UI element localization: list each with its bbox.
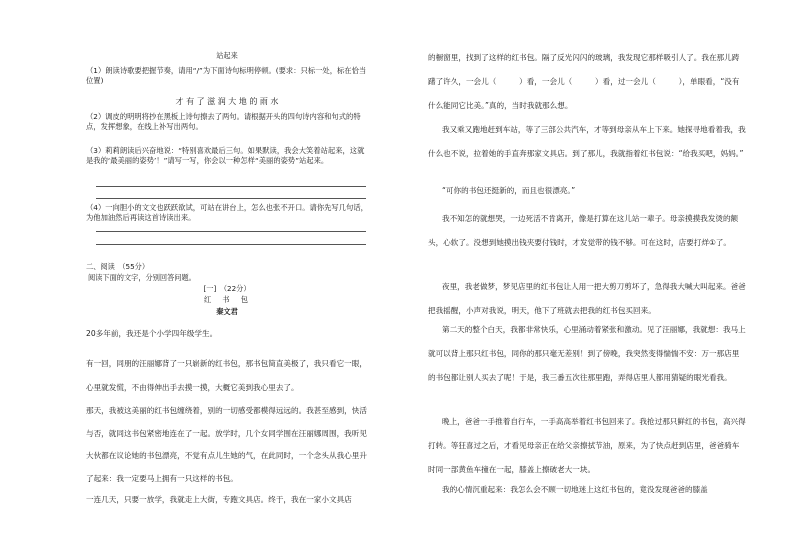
story-paragraph: 我不知怎的就想哭，一边死活不肯离开，像是打算在这儿站一辈子。母亲摸摸我发烫的额头，心软了。没想到她摸出钱夹要付钱时，才发觉带的钱不够。可在这时，店要打烊①了。 bbox=[428, 214, 739, 247]
story-author: 秦文君 bbox=[216, 307, 238, 316]
story-paragraph: “可你的书包还挺新的，而且也很漂亮。” bbox=[442, 186, 576, 195]
question-3: （3）莉莉朗读后兴奋地说：“特别喜欢最后三句。如果默读，我会大笑着站起来，这就是我的‘最美丽的姿势’！”请写一写，你会以一种怎样“美丽的姿势”站起来。 bbox=[86, 146, 365, 165]
story-paragraph: 晚上，爸爸一手推着自行车，一手高高举着红书包回来了。我抢过那只鲜红的书包，高兴得打转。等狂喜过之后，才看见母亲正在给父亲擦拭节油，原来，为了快点赶到店里，爸爸骑车时同一部黄鱼车撞在一起，膝盖上擦破老大一块。 bbox=[428, 417, 746, 474]
question-title: 站起来 bbox=[216, 51, 238, 60]
story-paragraph: 的橱窗里，找到了这样的红书包。隔了反光闪闪的玻璃，我发现它那样吸引人了。我在那儿踌躇了许久，一会儿（ ）看，一会儿（ ）看，过一会儿（ ），单眼看，“没有什么能同它比美。”真的，当时我就那么想。 bbox=[428, 53, 740, 110]
reading-instruction: 阅读下面的文字，分别回答问题。 bbox=[88, 273, 196, 282]
question-1: （1）朗读诗歌要把握节奏，请用“/”为下面诗句标明停顿。(要求：只标一处，标在恰当位置) bbox=[86, 66, 367, 85]
story-paragraph: 夜里，我老做梦，梦见店里的红书包让人用一把大剪刀剪坏了，急得我大喊大叫起来。爸爸把我摇醒，小声对我说，明天，他下了班就去把我的红书包买回来。 bbox=[428, 282, 746, 315]
answer-line bbox=[96, 186, 366, 187]
story-paragraph: 那天，我被这美丽的红书包缠绕着，别的一切感受都模得远远的。我甚至感到，快活与否，就同这书包紧密地连在了一起。放学时，几个女同学围在汪丽娜周围，我听见大伙都在议论她的书包漂亮，不觉有点儿生她的气，在此同时，一个念头从我心里升了起来：我一定要马上拥有一只这样的书包。 bbox=[86, 406, 367, 483]
story-paragraph: 有一回，同朋的汪丽娜背了一只崭新的红书包，那书包简直美极了，我只看它一眼，心里就发慌，不由得伸出手去摸一摸，大概它美到我心里去了。 bbox=[86, 359, 367, 392]
section-heading: 二、阅读 （55分） bbox=[86, 262, 150, 271]
question-2: （2）调皮的明明将抄在黑板上诗句擦去了两句。请根据开头的四句诗内容和句式的特点，发挥想象，在线上补写出两句。 bbox=[86, 112, 361, 131]
answer-line bbox=[96, 244, 366, 245]
part-label: [一] （22分） bbox=[203, 284, 251, 293]
story-title: 红 书 包 bbox=[204, 295, 250, 304]
poem-line: 才 有 了 滋 润 大 地 的 雨 水 bbox=[175, 97, 279, 106]
story-paragraph: 20多年前，我还是个小学四年级学生。 bbox=[86, 329, 218, 338]
story-paragraph: 我又乘又跑地赶到车站，等了三部公共汽车，才等到母亲从车上下来。她探寻地看着我，我什么也不说，拉着她的手直奔那家文具店。到了那儿，我就指着红书包说：“给我买吧，妈妈。” bbox=[428, 125, 746, 158]
question-4: （4）一向胆小的文文也跃跃欲试，可站在讲台上，怎么也张不开口。请你先写几句话，为他加油然后再读这首诗读出来。 bbox=[86, 203, 368, 222]
answer-line bbox=[96, 198, 366, 199]
answer-line bbox=[96, 231, 366, 232]
story-paragraph: 第二天的整个白天，我都非常快乐，心里涌动着紧张和激动。见了汪丽娜，我就想：我马上就可以背上那只红书包，同你的那只毫无差别！到了傍晚，我突然变得惴惴不安：万一那店里的书包都让别人买去了呢！于是，我三番五次往那里跑，弄得店里人都用猜疑的眼光看我。 bbox=[428, 325, 746, 382]
story-paragraph: 一连几天，只要一放学，我就走上大街，专跑文具店。终于，我在一家小文具店 bbox=[86, 495, 352, 504]
story-paragraph: 我的心情沉重起来：我怎么会不顾一切地迷上这红书包的，竟没发现爸爸的膝盖 bbox=[442, 485, 708, 494]
